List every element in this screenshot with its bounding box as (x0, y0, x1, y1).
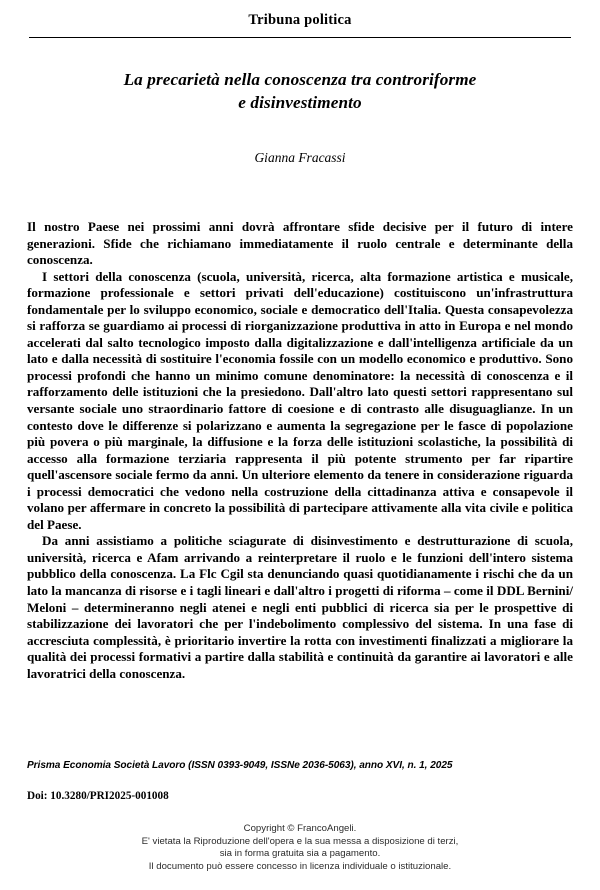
article-body (27, 219, 573, 682)
footer-line: Copyright © FrancoAngeli. (243, 823, 357, 834)
footer-line: sia in forma gratuita sia a pagamento. (219, 848, 381, 860)
article-title-line-2: e disinvestimento (238, 93, 362, 112)
journal-reference: Prisma Economia Società Lavoro (ISSN 0393-9049, ISSNe 2036-5063), anno XVI, n. 1, 2025 (27, 760, 453, 771)
header-rule (29, 37, 571, 38)
article-author: Gianna Fracassi (254, 150, 346, 165)
body-paragraph: I settori della conoscenza (scuola, università, ricerca, alta formazione artistica e musicale, formazione professionale e settori privati dell'educazione) costituiscono un'infrastruttura fondamentale per lo sviluppo economico, sociale e democratico dell'Italia. Questa consapevolezza si rafforza se guardiamo ai processi di riorganizzazione produttiva in atto in Europa e nel mondo accelerati dal salto tecnologico imposto dalla digitalizzazione e dall'intelligenza artificiale da un lato e dalla necessità di sostituire l'economia fossile con un modello economico e produttivo. Sono processi profondi che hanno un minimo comune denominatore: la necessità di conoscenza e il rafforzamento delle istituzioni che la presiedono. Dall'altro lato questi settori rappresentano sul versante sociale uno straordinario fattore di coesione e di contrasto alle disuguaglianze. In un contesto dove le differenze si polarizzano e aumenta la segregazione per le fasce di popolazione più povera o più marginale, la diffusione e la forza delle istituzioni scolastiche, la possibilità di accesso alla formazione terziaria rappresenta il più potente strumento per far ripartire quell'ascensore sociale fermo da anni. Un ulteriore elemento da tenere in considerazione riguarda i processi democratici che vedono nella costruzione della cittadinanza attiva e consapevole il volano per affermare in concreto la possibilità di partecipare attivamente alla vita civile e politica del Paese. (27, 268, 573, 532)
running-head: Tribuna politica (248, 12, 352, 28)
footer-line: Il documento può essere concesso in licenza individuale o istituzionale. (148, 860, 452, 872)
copyright-footer (0, 823, 600, 873)
article-title (60, 68, 540, 114)
article-title-line-1: La precarietà nella conoscenza tra controriforme (123, 70, 477, 89)
body-paragraph: Il nostro Paese nei prossimi anni dovrà affrontare sfide decisive per il futuro di intere generazioni. Sfide che richiamano immediatamente il ruolo centrale e determinante della conoscenza. (27, 219, 573, 268)
footer-line: E' vietata la Riproduzione dell'opera e la sua messa a disposizione di terzi, (141, 835, 459, 847)
body-paragraph: Da anni assistiamo a politiche sciagurate di disinvestimento e destrutturazione di scuola, università, ricerca e Afam arrivando a reinterpretare il ruolo e le funzioni dell'intero sistema pubblico della conoscenza. La Flc Cgil sta denunciando quasi quotidianamente i rischi che da un lato la mancanza di risorse e i tagli lineari e dall'altro i progetti di riforma – come il DDL Bernini/ Meloni – determineranno negli atenei e negli enti pubblici di ricerca sia per le prospettive di stabilizzazione dei lavoratori che per l'indebolimento complessivo del sistema. In una fase di accresciuta complessità, è prioritario invertire la rotta con investimenti finalizzati a migliorare la qualità dei processi formativi a partire dalla stabilità e continuità da garantire ai lavoratori e alle lavoratrici della conoscenza. (27, 533, 573, 681)
doi-line: Doi: 10.3280/PRI2025-001008 (27, 790, 169, 802)
